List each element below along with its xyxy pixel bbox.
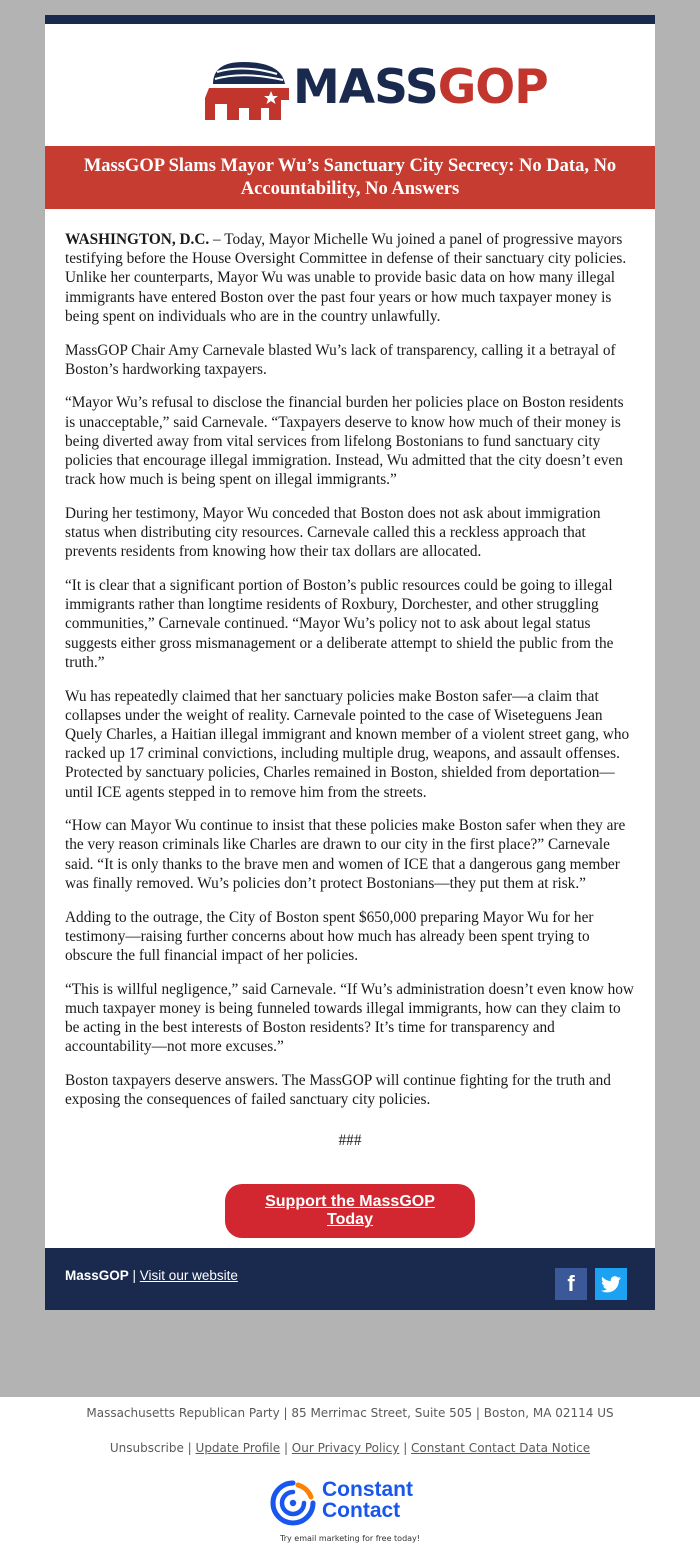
article-paragraph-9: “This is willful negligence,” said Carnevale. “If Wu’s administration doesn’t even know how much taxpayer money is being funneled towards illegal immigrants, how can they claim to be acting in the best interests of Boston residents? It’s time for transparency and accountability—not more excuses.” [65, 980, 634, 1056]
logo-mass: MASS [293, 60, 438, 115]
constant-contact-tagline[interactable]: Try email marketing for free today! [280, 1534, 420, 1543]
article-paragraph-5: “It is clear that a significant portion of Boston’s public resources could be going to illegal immigrants rather than longtime residents of Roxbury, Dorchester, and other struggling communities,” Carnevale continued. “Mayor Wu’s policy not to ask about legal status suggests either gross mismanagement or a deliberate attempt to shield the public from the truth.” [65, 577, 614, 671]
logo-wordmark [293, 58, 548, 118]
twitter-bird-icon [601, 1276, 621, 1293]
article-paragraph-10: Boston taxpayers deserve answers. The MassGOP will continue fighting for the truth and exposing the consequences of failed sanctuary city policies. [65, 1072, 611, 1109]
headline-banner [45, 146, 655, 209]
logo-gop: GOP [437, 60, 548, 115]
cc-line-2: Contact [322, 1499, 401, 1522]
facebook-icon[interactable] [555, 1268, 587, 1300]
article-paragraph-3: “Mayor Wu’s refusal to disclose the financial burden her policies place on Boston residents is unacceptable,” said Carnevale. “Taxpayers deserve to know how much of their money is being diverted away from vital services from lifelong Bostonians to fund sanctuary city policies that encourage illegal immigration. Instead, Wu admitted that the city doesn’t even track how much is being spent on illegal immigrants.” [65, 394, 624, 489]
privacy-policy-link[interactable]: Our Privacy Policy [291, 1441, 400, 1455]
footer-org: MassGOP [65, 1268, 129, 1284]
mailing-address: Massachusetts Republican Party | 85 Merrimac Street, Suite 505 | Boston, MA 02114 US [86, 1406, 614, 1420]
data-notice-link[interactable]: Constant Contact Data Notice [411, 1441, 591, 1455]
twitter-icon[interactable] [595, 1268, 627, 1300]
end-mark: ### [338, 1132, 362, 1150]
dateline: WASHINGTON, D.C. [65, 231, 210, 248]
unsubscribe-link[interactable]: Unsubscribe [109, 1441, 184, 1455]
article-paragraph-4: During her testimony, Mayor Wu conceded that Boston does not ask about immigration status when distributing city resources. Carnevale called this a reckless approach that prevents residents from knowing how their tax dollars are allocated. [65, 504, 601, 561]
update-profile-link[interactable]: Update Profile [195, 1441, 281, 1455]
footer-bar [45, 1248, 655, 1310]
legal-sep-1: | [183, 1441, 196, 1455]
legal-sep-2: | [280, 1441, 292, 1455]
email-container [45, 15, 655, 1310]
cc-line-1: Constant [322, 1478, 413, 1501]
footer-links [65, 1268, 238, 1283]
legal-links [0, 1441, 700, 1455]
paragraph-1-text: – Today, Mayor Michelle Wu joined a panel of progressive mayors testifying before the House Oversight Committee in defense of their sanctuary city policies. Unlike her counterparts, Mayor Wu was unable to provide basic data on how many illegal immigrants have entered Boston over the past four years or how much taxpayer money is being spent on individuals who are in the country unlawfully. [65, 231, 627, 325]
facebook-glyph: f [567, 1271, 575, 1297]
massgop-logo[interactable] [203, 54, 548, 124]
elephant-icon [203, 54, 291, 124]
cta-area [45, 1165, 655, 1248]
top-bar [45, 15, 655, 24]
article-paragraph-1 [65, 230, 635, 326]
article-paragraph-7: “How can Mayor Wu continue to insist that these policies make Boston safer when they are the very reason criminals like Charles are drawn to our city in the first place?” Carnevale said. “It is only thanks to the brave men and women of ICE that a dangerous gang member was finally removed. Wu’s policies don’t protect Bostonians—they put them at risk.” [65, 817, 626, 892]
visit-website-link[interactable]: Visit our website [139, 1268, 238, 1284]
constant-contact-wordmark [322, 1479, 413, 1521]
article-paragraph-2: MassGOP Chair Amy Carnevale blasted Wu’s lack of transparency, calling it a betrayal of Boston’s hardworking taxpayers. [65, 341, 616, 378]
constant-contact-icon [270, 1480, 316, 1526]
article-body [45, 209, 655, 1151]
constant-contact-logo[interactable] [270, 1478, 440, 1528]
article-paragraph-8: Adding to the outrage, the City of Boston spent $650,000 preparing Mayor Wu for her testimony—raising further concerns about how much has already been spent trying to obscure the full financial impact of her policies. [65, 908, 594, 964]
article-paragraph-6: Wu has repeatedly claimed that her sanctuary policies make Boston safer—a claim that collapses under the weight of reality. Carnevale pointed to the case of Wiseteguens Jean Quely Charles, a Haitian illegal immigrant and known member of a violent street gang, who racked up 17 criminal convictions, including multiple drug, weapons, and assault offenses. Protected by sanctuary policies, Charles remained in Boston, shielded from deportation—until ICE agents stepped in to remove him from the streets. [65, 687, 630, 801]
headline: MassGOP Slams Mayor Wu’s Sanctuary City Secrecy: No Data, No Accountability, No Answers [83, 155, 617, 199]
logo-area [45, 24, 655, 146]
footer-separator: | [128, 1268, 140, 1284]
legal-sep-3: | [399, 1441, 412, 1455]
support-button[interactable]: Support the MassGOP Today [225, 1184, 475, 1238]
